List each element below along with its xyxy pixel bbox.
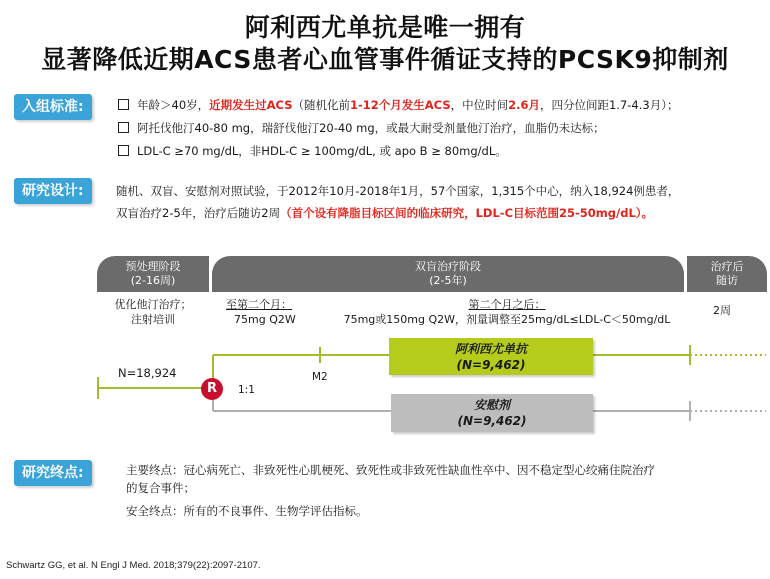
- randomization-r-icon: R: [201, 378, 223, 400]
- randomization-ratio: 1:1: [238, 384, 255, 396]
- primary-endpoint-line-1: 主要终点：冠心病死亡、非致死性心肌梗死、致死性或非致死性缺血性卒中、因不稳定型心绞痛住院治疗: [126, 463, 655, 477]
- follow-up-duration: 2周: [713, 304, 731, 317]
- month2-details: 至第二个月： 75mg Q2W: [226, 298, 296, 326]
- placebo-arm-box: 安慰剂 (N=9,462): [391, 394, 593, 432]
- title-line-2: 显著降低近期ACS患者心血管事件循证支持的PCSK9抑制剂: [41, 45, 729, 74]
- after-month2-details: 第二个月之后： 75mg或150mg Q2W，剂量调整至25mg/dL≤LDL-C＜50mg/dL: [343, 298, 671, 326]
- pretreatment-details: 优化他汀治疗； 注射培训: [114, 298, 192, 326]
- checkbox-bullet-icon: [118, 99, 129, 110]
- m2-label: M2: [312, 371, 328, 383]
- inclusion-item-1: 年龄＞40岁，近期发生过ACS（随机化前1-12个月发生ACS，中位时间2.6月，四分位间距1.7-4.3月）；: [118, 97, 678, 113]
- design-line-1: 随机、双盲、安慰剂对照试验，于2012年10月-2018年1月，57个国家，1,315个中心，纳入18,924例患者，: [116, 184, 680, 198]
- drug-arm-box: 阿利西尤单抗 (N=9,462): [389, 338, 593, 375]
- endpoints-text: [126, 461, 766, 520]
- checkbox-bullet-icon: [118, 145, 129, 156]
- inclusion-label: 入组标准:: [14, 94, 92, 120]
- inclusion-item-2: 阿托伐他汀40-80 mg，瑞舒伐他汀20-40 mg，或最大耐受剂量他汀治疗，血脂仍未达标；: [118, 120, 605, 136]
- design-text: [116, 180, 766, 224]
- design-line-2: 双盲治疗2-5年，治疗后随访2周（首个设有降脂目标区间的临床研究，LDL-C目标范围25-50mg/dL）。: [116, 206, 654, 220]
- safety-endpoint: 安全终点：所有的不良事件、生物学评估指标。: [126, 504, 368, 518]
- endpoints-label: 研究终点:: [14, 460, 92, 486]
- primary-endpoint-line-2: 的复合事件；: [126, 481, 195, 495]
- citation: Schwartz GG, et al. N Engl J Med. 2018;379(22):2097-2107.: [6, 560, 261, 571]
- enrollment-count: N=18,924: [118, 366, 177, 380]
- phase-header-pretreatment: 预处理阶段 (2-16周): [97, 256, 209, 292]
- inclusion-item-3: LDL-C ≥70 mg/dL，非HDL-C ≥ 100mg/dL, 或 apo B ≥ 80mg/dL。: [118, 143, 507, 159]
- phase-header-follow-up: 治疗后 随访: [687, 256, 767, 292]
- checkbox-bullet-icon: [118, 122, 129, 133]
- design-label: 研究设计:: [14, 178, 92, 204]
- title-line-1: 阿利西尤单抗是唯一拥有: [244, 13, 526, 42]
- phase-header-double-blind: 双盲治疗阶段 (2-5年): [212, 256, 684, 292]
- study-timeline: [0, 335, 770, 445]
